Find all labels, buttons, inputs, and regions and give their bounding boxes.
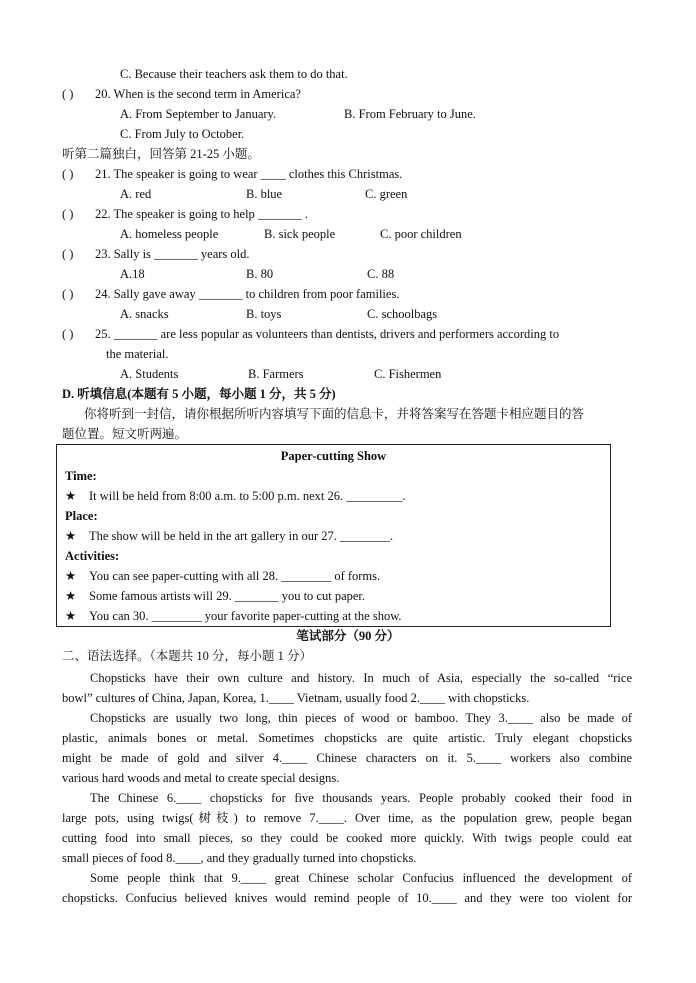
question-21: 21. The speaker is going to wear ____ clothes this Christmas. <box>95 167 403 181</box>
info-card-activity-28: ★ You can see paper-cutting with all 28. ________ of forms. <box>65 569 381 583</box>
grammar-section-heading: 二、语法选择。（本题共 10 分，每小题 1 分） <box>62 649 313 663</box>
question-20: 20. When is the second term in America? <box>95 87 301 101</box>
question-22: 22. The speaker is going to help _______ . <box>95 207 308 221</box>
q24-option-a: A. snacks <box>120 307 169 321</box>
answer-paren-25: ( ) <box>62 327 74 341</box>
question-24: 24. Sally gave away _______ to children from poor families. <box>95 287 400 301</box>
q22-option-a: A. homeless people <box>120 227 219 241</box>
info-card-place-label: Place: <box>65 509 98 523</box>
answer-paren-20: ( ) <box>62 87 74 101</box>
answer-paren-21: ( ) <box>62 167 74 181</box>
info-card-title: Paper-cutting Show <box>280 449 387 463</box>
q20-option-a: A. From September to January. <box>120 107 277 121</box>
info-card-activity-30: ★ You can 30. ________ your favorite paper-cutting at the show. <box>65 609 402 623</box>
q25-option-c: C. Fishermen <box>374 367 442 381</box>
q24-option-b: B. toys <box>246 307 282 321</box>
section-d-instruction-line2: 题位置。短文听两遍。 <box>62 427 188 441</box>
question-25-continued: the material. <box>106 347 169 361</box>
info-card-activity-29: ★ Some famous artists will 29. _______ you to cut paper. <box>65 589 366 603</box>
info-card-place-item: ★ The show will be held in the art gallery in our 27. ________. <box>65 529 394 543</box>
passage-paragraph-4: Some people think that 9.____ great Chinese scholar Confucius influenced the development of chopsticks. Confucius believed knives would remind people of 10.____ and they were too violent for <box>62 871 632 905</box>
info-card-time-label: Time: <box>65 469 97 483</box>
second-monologue-heading: 听第二篇独白，回答第 21-25 小题。 <box>62 147 260 161</box>
q23-option-c: C. 88 <box>367 267 395 281</box>
q21-option-a: A. red <box>120 187 152 201</box>
passage-paragraph-3: The Chinese 6.____ chopsticks for five thousands years. People probably cooked their food in large pots, using twigs(树枝) to remove 7.____. Over time, as the population grew, people began cutting food into small pieces, so they could be cooked more quickly. With twigs people could eat small pieces of food 8.____, and they gradually turned into chopsticks. <box>62 791 632 865</box>
passage-paragraph-1: Chopsticks have their own culture and history. In much of Asia, especially the so-called “rice bowl” cultures of China, Japan, Korea, 1.____ Vietnam, usually food 2.____ with chopsticks. <box>62 671 632 705</box>
q19-option-c: C. Because their teachers ask them to do that. <box>120 67 348 81</box>
q22-option-b: B. sick people <box>264 227 336 241</box>
info-card <box>56 444 611 627</box>
answer-paren-24: ( ) <box>62 287 74 301</box>
section-d-heading: D. 听填信息(本题有 5 小题，每小题 1 分，共 5 分) <box>62 387 336 401</box>
star-icon: ★ <box>65 589 77 603</box>
q23-option-a: A.18 <box>120 267 145 281</box>
info-card-activities-label: Activities: <box>65 549 120 563</box>
section-d-instruction-line1: 你将听到一封信，请你根据所听内容填写下面的信息卡，并将答案写在答题卡相应题目的答 <box>84 407 585 421</box>
q22-option-c: C. poor children <box>380 227 462 241</box>
star-icon: ★ <box>65 489 77 503</box>
q23-option-b: B. 80 <box>246 267 274 281</box>
answer-paren-22: ( ) <box>62 207 74 221</box>
star-icon: ★ <box>65 569 77 583</box>
question-25: 25. _______ are less popular as volunteers than dentists, drivers and performers according to <box>95 327 560 341</box>
answer-paren-23: ( ) <box>62 247 74 261</box>
q25-option-b: B. Farmers <box>248 367 304 381</box>
q25-option-a: A. Students <box>120 367 179 381</box>
q21-option-b: B. blue <box>246 187 283 201</box>
q24-option-c: C. schoolbags <box>367 307 438 321</box>
q20-option-c: C. From July to October. <box>120 127 245 141</box>
q20-option-b: B. From February to June. <box>344 107 476 121</box>
info-card-time-item: ★ It will be held from 8:00 a.m. to 5:00 p.m. next 26. _________. <box>65 489 406 503</box>
star-icon: ★ <box>65 529 77 543</box>
passage-paragraph-2: Chopsticks are usually two long, thin pieces of wood or bamboo. They 3.____ also be made of plastic, animals bones or metal. Sometimes chopsticks are quite artistic. Truly elegant chopsticks might be made of gold and silver 4.____ Chinese characters on it. 5.____ workers also combine various hard woods and metal to create special designs. <box>62 711 632 785</box>
q21-option-c: C. green <box>365 187 408 201</box>
question-23: 23. Sally is _______ years old. <box>95 247 250 261</box>
written-part-heading: 笔试部分（90 分） <box>296 629 400 643</box>
star-icon: ★ <box>65 609 77 623</box>
